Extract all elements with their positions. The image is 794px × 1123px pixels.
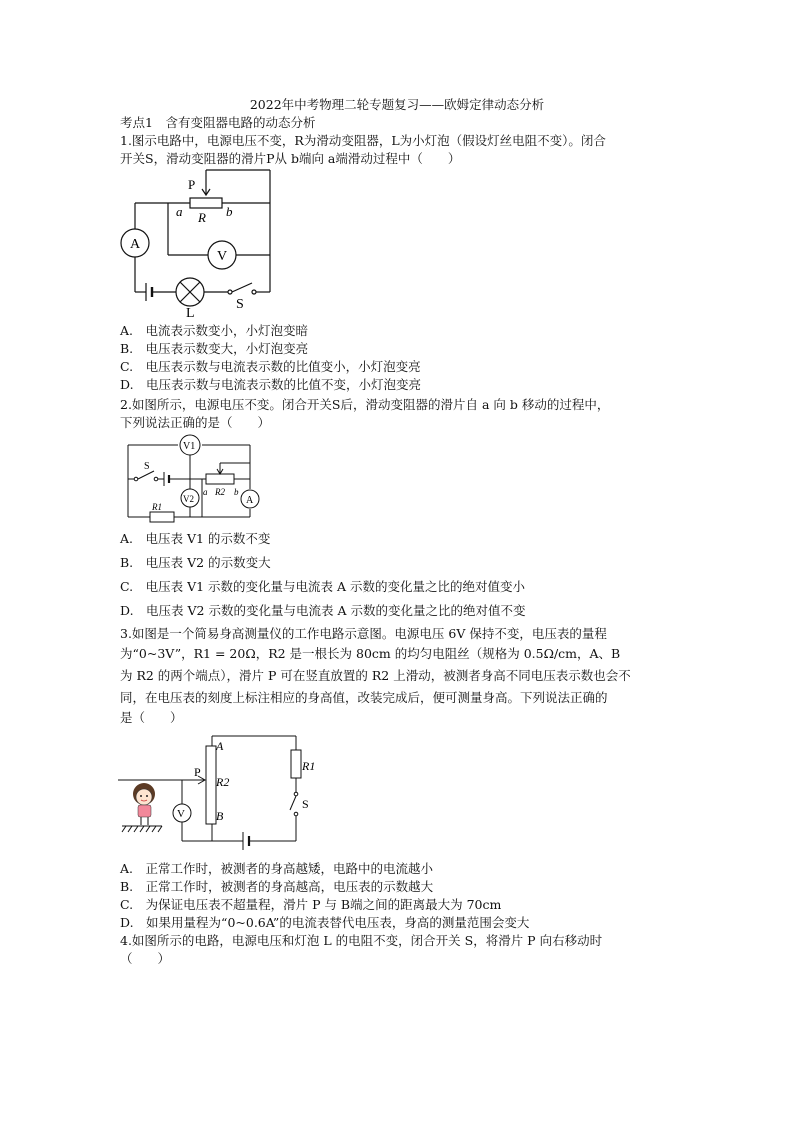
label-r: R: [198, 210, 206, 225]
label-r1: R1: [302, 759, 316, 773]
q3-stem-line-3: 为 R2 的两个端点），滑片 P 可在竖直放置的 R2 上滑动，被测者身高不同电压表示数也会不: [120, 668, 631, 683]
q1-circuit-diagram: [120, 165, 290, 317]
q3-stem-line-1: 3.如图是一个简易身高测量仪的工作电路示意图。电源电压 6V 保持不变，电压表的量程: [120, 626, 607, 641]
child-figure-illustration: [133, 783, 155, 825]
q2-stem-line-2: 下列说法正确的是（ ）: [120, 415, 271, 430]
q3-stem-line-2: 为“0~3V”，R1 = 20Ω，R2 是一根长为 80cm 的均匀电阻丝（规格为 0.5Ω/cm，A、B: [120, 646, 621, 661]
label-a: a: [176, 204, 183, 219]
label-ammeter: A: [246, 495, 254, 506]
label-ammeter: A: [130, 237, 141, 252]
label-a-end: A: [216, 739, 224, 753]
q3-option-d[interactable]: D. 如果用量程为“0~0.6A”的电流表替代电压表，身高的测量范围会变大: [120, 915, 530, 930]
label-p: P: [188, 177, 196, 192]
label-s: S: [144, 461, 150, 472]
q3-option-a[interactable]: A. 正常工作时，被测者的身高越矮，电路中的电流越小: [120, 861, 434, 876]
label-b-end: B: [216, 809, 224, 823]
q2-circuit-diagram: [120, 433, 270, 525]
q3-option-b[interactable]: B. 正常工作时，被测者的身高越高，电压表的示数越大: [120, 879, 434, 894]
q1-option-d[interactable]: D. 电压表示数与电流表示数的比值不变，小灯泡变亮: [120, 377, 422, 392]
q2-option-b[interactable]: B. 电压表 V2 的示数变大: [120, 555, 271, 570]
lamp-symbol: [176, 278, 204, 306]
q1-stem-line-1: 1.图示电路中，电源电压不变，R为滑动变阻器，L为小灯泡（假设灯丝电阻不变）。闭合: [120, 133, 606, 148]
q3-circuit-diagram: [118, 728, 318, 856]
label-a: a: [203, 487, 208, 497]
label-r2: R2: [216, 775, 230, 789]
label-v2: V2: [183, 494, 194, 504]
q1-option-b[interactable]: B. 电压表示数变大，小灯泡变亮: [120, 341, 309, 356]
label-r1: R1: [152, 502, 162, 512]
q1-option-a[interactable]: A. 电流表示数变小，小灯泡变暗: [120, 323, 309, 338]
document-title: 2022年中考物理二轮专题复习——欧姆定律动态分析: [249, 97, 545, 112]
q2-option-d[interactable]: D. 电压表 V2 示数的变化量与电流表 A 示数的变化量之比的绝对值不变: [120, 603, 526, 618]
label-voltmeter: V: [177, 808, 185, 820]
section-heading: 考点1 含有变阻器电路的动态分析: [120, 115, 316, 130]
label-p: P: [194, 765, 201, 779]
q3-option-c[interactable]: C. 为保证电压表不超量程，滑片 P 与 B端之间的距离最大为 70cm: [120, 897, 502, 912]
label-lamp: L: [186, 306, 195, 317]
q4-stem-line-1: 4.如图所示的电路，电源电压和灯泡 L 的电阻不变，闭合开关 S，将滑片 P 向右移动时: [120, 933, 603, 948]
q2-stem-line-1: 2.如图所示，电源电压不变。闭合开关S后，滑动变阻器的滑片自 a 向 b 移动的过程中，: [120, 397, 610, 412]
label-v1: V1: [183, 441, 196, 452]
label-voltmeter: V: [217, 249, 228, 264]
label-r2: R2: [215, 487, 225, 497]
q2-option-c[interactable]: C. 电压表 V1 示数的变化量与电流表 A 示数的变化量之比的绝对值变小: [120, 579, 525, 594]
q2-option-a[interactable]: A. 电压表 V1 的示数不变: [120, 531, 271, 546]
q1-option-c[interactable]: C. 电压表示数与电流表示数的比值变小，小灯泡变亮: [120, 359, 421, 374]
label-b: b: [234, 487, 239, 497]
label-switch: S: [236, 297, 244, 312]
q3-stem-line-4: 同，在电压表的刻度上标注相应的身高值，改装完成后，便可测量身高。下列说法正确的: [120, 690, 608, 705]
label-b: b: [226, 204, 233, 219]
q3-stem-line-5: 是（ ）: [120, 710, 183, 725]
q1-stem-line-2: 开关S，滑动变阻器的滑片P从 b端向 a端滑动过程中（ ）: [120, 151, 461, 166]
label-switch: S: [302, 797, 309, 811]
q4-stem-line-2: （ ）: [120, 951, 171, 966]
